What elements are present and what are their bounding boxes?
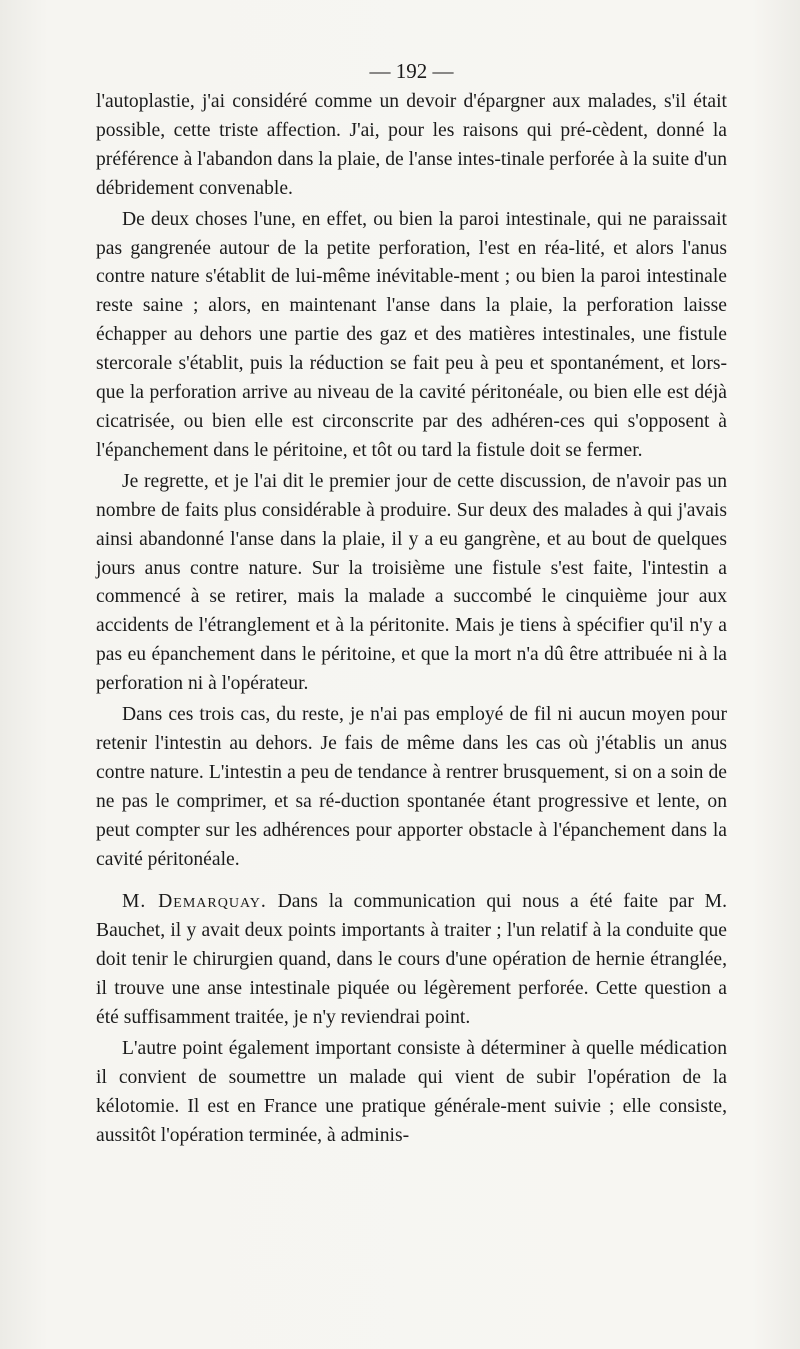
- paragraph-5: [96, 888, 727, 1033]
- section-gap: [96, 876, 727, 888]
- paragraph-5-body: Dans la communication qui nous a été faite par M. Bauchet, il y avait deux points importants à traiter ; l'un relatif à la conduite que doit tenir le chirurgien quand, dans le cours d'une opération de hernie étranglée, il trouve une anse intestinale piquée ou légèrement perforée. Cette question a été suffisamment traitée, je n'y reviendrai point.: [96, 891, 727, 1029]
- paragraph-3: Je regrette, et je l'ai dit le premier jour de cette discussion, de n'avoir pas un nombre de faits plus considérable à produire. Sur deux des malades à qui j'avais ainsi abandonné l'anse dans la plaie, il y a eu gangrène, et au bout de quelques jours anus contre nature. Sur la troisième une fistule s'est faite, l'intestin a commencé à se retirer, mais la malade a succombé le cinquième jour aux accidents de l'étranglement et à la péritonite. Mais je tiens à spécifier qu'il n'y a pas eu épanchement dans le péritoine, et que la mort n'a dû être attribuée ni à la perforation ni à l'opérateur.: [96, 470, 727, 695]
- page-number: — 192 —: [369, 59, 454, 83]
- paragraph-1: l'autoplastie, j'ai considéré comme un devoir d'épargner aux malades, s'il était possible, cette triste affection. J'ai, pour les raisons qui pré-cèdent, donné la préférence à l'abandon dans la plaie, de l'anse intes-tinale perforée à la suite d'un débridement convenable.: [96, 91, 727, 199]
- speaker-name: M. Demarquay.: [122, 891, 267, 913]
- page-text-block: [96, 58, 727, 1153]
- paragraph-6: L'autre point également important consiste à déterminer à quelle médication il convient de soumettre un malade qui vient de subir l'opération de la kélotomie. Il est en France une pratique générale-ment suivie ; elle consiste, aussitôt l'opération terminée, à adminis-: [96, 1038, 727, 1146]
- paragraph-2: De deux choses l'une, en effet, ou bien la paroi intestinale, qui ne paraissait pas gangrenée autour de la petite perforation, l'est en réa-lité, et alors l'anus contre nature s'établit de lui-même inévitable-ment ; ou bien la paroi intestinale reste saine ; alors, en maintenant l'anse dans la plaie, la perforation laisse échapper au dehors une partie des gaz et des matières intestinales, une fistule stercorale s'établit, puis la réduction se fait peu à peu et spontanément, et lors-que la perforation arrive au niveau de la cavité péritonéale, ou bien elle est déjà cicatrisée, ou bien elle est circonscrite par des adhéren-ces qui s'opposent à l'épanchement dans le péritoine, et tôt ou tard la fistule doit se fermer.: [96, 208, 727, 461]
- paragraph-4: Dans ces trois cas, du reste, je n'ai pas employé de fil ni aucun moyen pour retenir l'intestin au dehors. Je fais de même dans les cas où j'établis un anus contre nature. L'intestin a peu de tendance à rentrer brusquement, si on a soin de ne pas le comprimer, et sa ré-duction spontanée étant progressive et lente, on peut compter sur les adhérences pour apporter obstacle à l'épanchement dans la cavité péritonéale.: [96, 704, 727, 870]
